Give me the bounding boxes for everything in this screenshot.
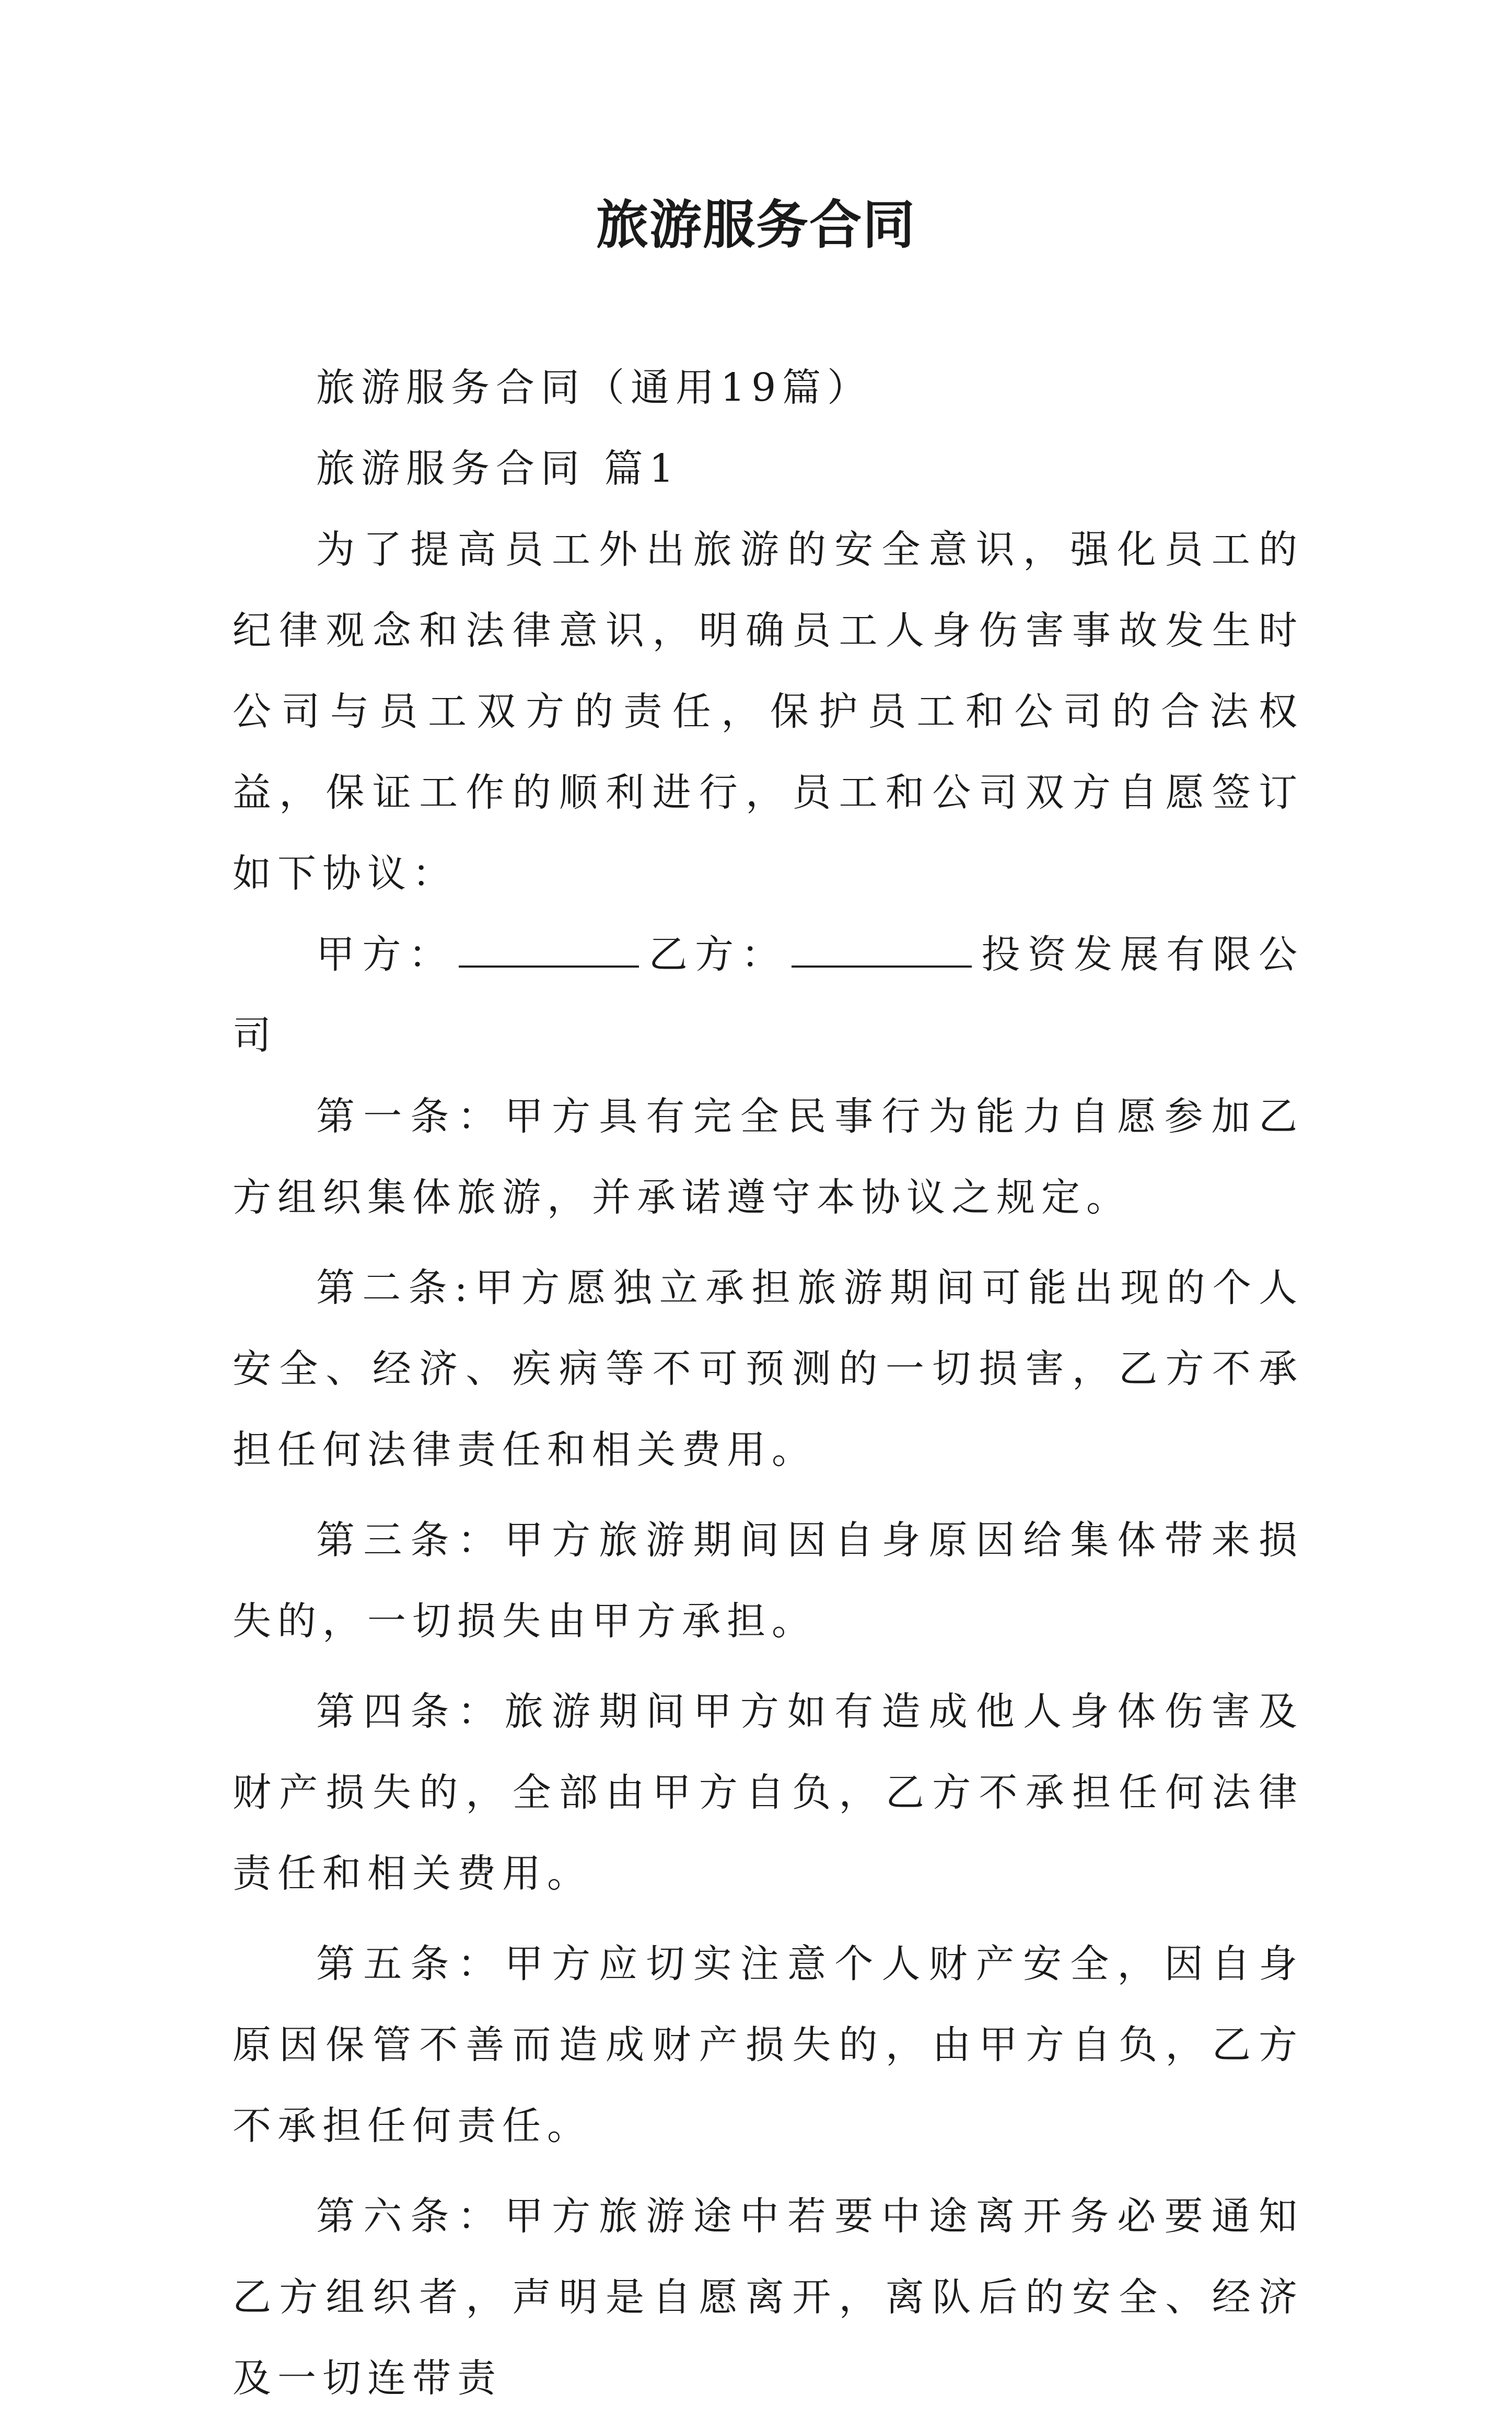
article-2: 第二条:甲方愿独立承担旅游期间可能出现的个人安全、经济、疾病等不可预测的一切损害，乙方不承担任何法律责任和相关费用。 — [232, 1265, 1304, 1472]
subtitle: 旅游服务合同（通用19篇） — [316, 365, 873, 410]
party-a-label: 甲方： — [316, 932, 455, 977]
article-1: 第一条：甲方具有完全民事行为能力自愿参加乙方组织集体旅游，并承诺遵守本协议之规定。 — [232, 1094, 1304, 1220]
parties-line — [232, 914, 1304, 1076]
article-3: 第三条：甲方旅游期间因自身原因给集体带来损失的，一切损失由甲方承担。 — [232, 1518, 1304, 1644]
article-5: 第五条：甲方应切实注意个人财产安全，因自身原因保管不善而造成财产损失的，由甲方自负，乙方不承担任何责任。 — [232, 1941, 1304, 2148]
party-b-label: 乙方： — [647, 932, 788, 977]
party-a-blank — [459, 934, 639, 968]
party-b-blank — [792, 934, 972, 968]
article-6: 第六条：甲方旅游途中若要中途离开务必要通知乙方组织者，声明是自愿离开，离队后的安全、经济及一切连带责 — [232, 2194, 1304, 2401]
article-4: 第四条：旅游期间甲方如有造成他人身体伤害及财产损失的，全部由甲方自负，乙方不承担任何法律责任和相关费用。 — [232, 1689, 1304, 1896]
party-b-company: 投资发展有限公司 — [232, 932, 1304, 1058]
document-body — [232, 347, 1304, 2419]
section-heading: 旅游服务合同 篇1 — [316, 446, 680, 491]
document-title: 旅游服务合同 — [596, 194, 916, 255]
intro-paragraph: 为了提高员工外出旅游的安全意识，强化员工的纪律观念和法律意识，明确员工人身伤害事故发生时公司与员工双方的责任，保护员工和公司的合法权益，保证工作的顺利进行，员工和公司双方自愿签订如下协议： — [232, 527, 1304, 896]
